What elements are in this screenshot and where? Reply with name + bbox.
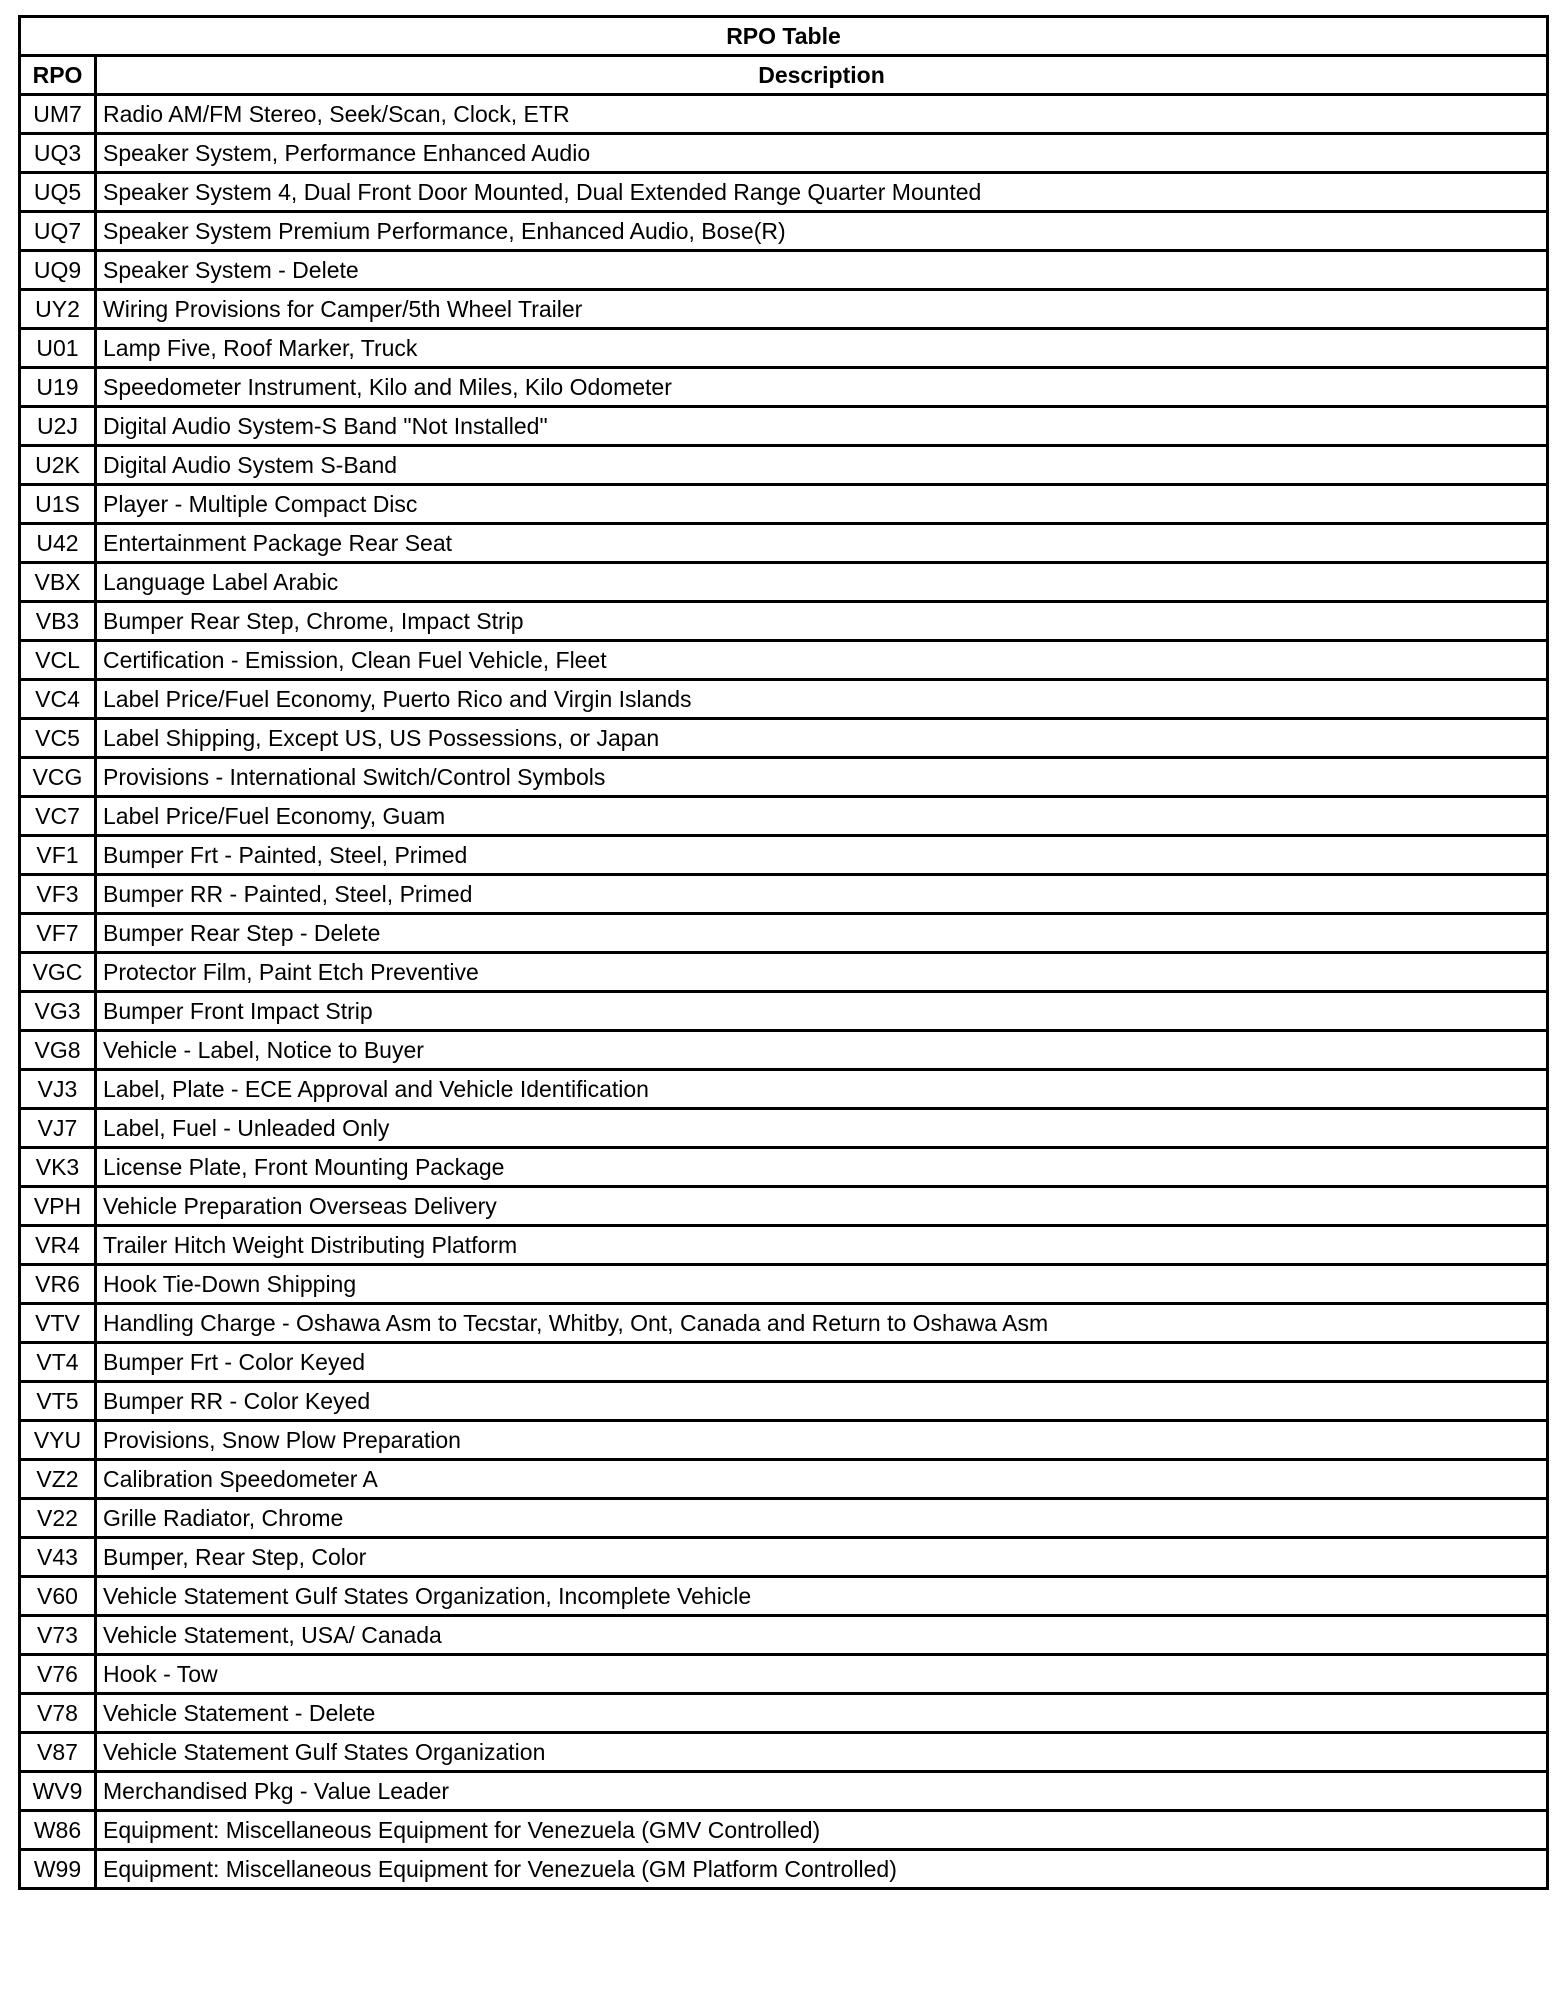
table-row: [20, 1655, 1548, 1694]
description-cell: Digital Audio System S-Band: [96, 446, 1548, 485]
rpo-code-cell: VJ3: [20, 1070, 96, 1109]
table-row: [20, 1538, 1548, 1577]
table-row: [20, 368, 1548, 407]
description-cell: Hook - Tow: [96, 1655, 1548, 1694]
table-row: [20, 680, 1548, 719]
rpo-table: [18, 15, 1549, 1890]
rpo-code-cell: UQ9: [20, 251, 96, 290]
table-row: [20, 1148, 1548, 1187]
rpo-code-cell: VZ2: [20, 1460, 96, 1499]
table-row: [20, 95, 1548, 134]
rpo-code-cell: VF7: [20, 914, 96, 953]
rpo-code-cell: VB3: [20, 602, 96, 641]
rpo-code-cell: WV9: [20, 1772, 96, 1811]
table-title: RPO Table: [20, 17, 1548, 56]
description-cell: Vehicle Statement Gulf States Organization, Incomplete Vehicle: [96, 1577, 1548, 1616]
table-row: [20, 1031, 1548, 1070]
rpo-code-cell: UQ3: [20, 134, 96, 173]
table-row: [20, 1811, 1548, 1850]
description-cell: Wiring Provisions for Camper/5th Wheel Trailer: [96, 290, 1548, 329]
table-row: [20, 524, 1548, 563]
table-row: [20, 875, 1548, 914]
rpo-code-cell: UY2: [20, 290, 96, 329]
table-body: [20, 95, 1548, 1889]
rpo-code-cell: VCG: [20, 758, 96, 797]
rpo-code-cell: V43: [20, 1538, 96, 1577]
rpo-code-cell: VR6: [20, 1265, 96, 1304]
table-row: [20, 719, 1548, 758]
table-row: [20, 953, 1548, 992]
table-row: [20, 1850, 1548, 1889]
description-cell: Label, Fuel - Unleaded Only: [96, 1109, 1548, 1148]
rpo-code-cell: VK3: [20, 1148, 96, 1187]
rpo-code-cell: VPH: [20, 1187, 96, 1226]
rpo-code-cell: U42: [20, 524, 96, 563]
table-row: [20, 407, 1548, 446]
rpo-code-cell: UQ7: [20, 212, 96, 251]
rpo-code-cell: V87: [20, 1733, 96, 1772]
table-row: [20, 1616, 1548, 1655]
table-row: [20, 1070, 1548, 1109]
table-row: [20, 602, 1548, 641]
table-row: [20, 758, 1548, 797]
rpo-code-cell: V73: [20, 1616, 96, 1655]
description-cell: Vehicle Statement, USA/ Canada: [96, 1616, 1548, 1655]
table-row: [20, 212, 1548, 251]
rpo-code-cell: VF3: [20, 875, 96, 914]
table-title-row: [20, 17, 1548, 56]
table-row: [20, 1460, 1548, 1499]
table-header-row: [20, 56, 1548, 95]
rpo-code-cell: VT4: [20, 1343, 96, 1382]
table-row: [20, 1304, 1548, 1343]
description-cell: Label Price/Fuel Economy, Guam: [96, 797, 1548, 836]
rpo-code-cell: VG3: [20, 992, 96, 1031]
rpo-code-cell: W86: [20, 1811, 96, 1850]
description-cell: Bumper Front Impact Strip: [96, 992, 1548, 1031]
rpo-code-cell: V60: [20, 1577, 96, 1616]
rpo-code-cell: VBX: [20, 563, 96, 602]
description-cell: Speaker System 4, Dual Front Door Mounted, Dual Extended Range Quarter Mounted: [96, 173, 1548, 212]
description-cell: Merchandised Pkg - Value Leader: [96, 1772, 1548, 1811]
description-cell: Speaker System Premium Performance, Enhanced Audio, Bose(R): [96, 212, 1548, 251]
description-cell: Handling Charge - Oshawa Asm to Tecstar, Whitby, Ont, Canada and Return to Oshawa Asm: [96, 1304, 1548, 1343]
rpo-code-cell: VGC: [20, 953, 96, 992]
rpo-code-cell: UQ5: [20, 173, 96, 212]
rpo-code-cell: VJ7: [20, 1109, 96, 1148]
rpo-code-cell: VC7: [20, 797, 96, 836]
rpo-code-cell: VCL: [20, 641, 96, 680]
rpo-code-cell: VG8: [20, 1031, 96, 1070]
table-row: [20, 1733, 1548, 1772]
description-cell: Vehicle Statement Gulf States Organization: [96, 1733, 1548, 1772]
rpo-code-cell: VTV: [20, 1304, 96, 1343]
rpo-code-cell: U1S: [20, 485, 96, 524]
rpo-code-cell: V78: [20, 1694, 96, 1733]
table-row: [20, 1382, 1548, 1421]
description-cell: Provisions, Snow Plow Preparation: [96, 1421, 1548, 1460]
description-cell: Hook Tie-Down Shipping: [96, 1265, 1548, 1304]
rpo-code-cell: U2K: [20, 446, 96, 485]
table-row: [20, 1343, 1548, 1382]
description-cell: Bumper Frt - Painted, Steel, Primed: [96, 836, 1548, 875]
rpo-code-cell: V76: [20, 1655, 96, 1694]
description-cell: Speaker System - Delete: [96, 251, 1548, 290]
description-cell: Radio AM/FM Stereo, Seek/Scan, Clock, ETR: [96, 95, 1548, 134]
description-cell: Provisions - International Switch/Control Symbols: [96, 758, 1548, 797]
table-row: [20, 290, 1548, 329]
description-cell: Grille Radiator, Chrome: [96, 1499, 1548, 1538]
description-cell: Speaker System, Performance Enhanced Audio: [96, 134, 1548, 173]
description-cell: Bumper, Rear Step, Color: [96, 1538, 1548, 1577]
description-cell: Trailer Hitch Weight Distributing Platform: [96, 1226, 1548, 1265]
description-cell: Lamp Five, Roof Marker, Truck: [96, 329, 1548, 368]
table-row: [20, 1499, 1548, 1538]
description-cell: Entertainment Package Rear Seat: [96, 524, 1548, 563]
table-row: [20, 992, 1548, 1031]
table-row: [20, 251, 1548, 290]
rpo-code-cell: VYU: [20, 1421, 96, 1460]
description-cell: Vehicle - Label, Notice to Buyer: [96, 1031, 1548, 1070]
description-cell: Calibration Speedometer A: [96, 1460, 1548, 1499]
description-cell: Label, Plate - ECE Approval and Vehicle Identification: [96, 1070, 1548, 1109]
table-row: [20, 836, 1548, 875]
table-row: [20, 563, 1548, 602]
rpo-code-cell: VC5: [20, 719, 96, 758]
table-row: [20, 1265, 1548, 1304]
description-cell: Label Price/Fuel Economy, Puerto Rico and Virgin Islands: [96, 680, 1548, 719]
description-cell: Bumper Frt - Color Keyed: [96, 1343, 1548, 1382]
table-row: [20, 485, 1548, 524]
rpo-code-cell: W99: [20, 1850, 96, 1889]
table-row: [20, 329, 1548, 368]
description-cell: Bumper Rear Step, Chrome, Impact Strip: [96, 602, 1548, 641]
rpo-code-cell: U01: [20, 329, 96, 368]
description-cell: Vehicle Preparation Overseas Delivery: [96, 1187, 1548, 1226]
description-cell: Label Shipping, Except US, US Possessions, or Japan: [96, 719, 1548, 758]
rpo-code-cell: U19: [20, 368, 96, 407]
description-cell: Equipment: Miscellaneous Equipment for Venezuela (GMV Controlled): [96, 1811, 1548, 1850]
description-cell: Bumper RR - Painted, Steel, Primed: [96, 875, 1548, 914]
table-row: [20, 1421, 1548, 1460]
table-row: [20, 1772, 1548, 1811]
table-row: [20, 914, 1548, 953]
description-cell: Bumper RR - Color Keyed: [96, 1382, 1548, 1421]
table-row: [20, 797, 1548, 836]
description-column-header: Description: [96, 56, 1548, 95]
table-row: [20, 1694, 1548, 1733]
rpo-code-cell: VR4: [20, 1226, 96, 1265]
table-row: [20, 641, 1548, 680]
table-row: [20, 134, 1548, 173]
description-cell: Language Label Arabic: [96, 563, 1548, 602]
rpo-code-cell: UM7: [20, 95, 96, 134]
description-cell: Digital Audio System-S Band "Not Installed": [96, 407, 1548, 446]
rpo-code-cell: VC4: [20, 680, 96, 719]
rpo-code-cell: VT5: [20, 1382, 96, 1421]
table-row: [20, 1226, 1548, 1265]
rpo-code-cell: V22: [20, 1499, 96, 1538]
description-cell: Vehicle Statement - Delete: [96, 1694, 1548, 1733]
description-cell: Speedometer Instrument, Kilo and Miles, Kilo Odometer: [96, 368, 1548, 407]
description-cell: Equipment: Miscellaneous Equipment for Venezuela (GM Platform Controlled): [96, 1850, 1548, 1889]
description-cell: Protector Film, Paint Etch Preventive: [96, 953, 1548, 992]
description-cell: Bumper Rear Step - Delete: [96, 914, 1548, 953]
table-row: [20, 173, 1548, 212]
table-row: [20, 1187, 1548, 1226]
description-cell: Certification - Emission, Clean Fuel Vehicle, Fleet: [96, 641, 1548, 680]
table-row: [20, 1109, 1548, 1148]
rpo-code-cell: U2J: [20, 407, 96, 446]
description-cell: License Plate, Front Mounting Package: [96, 1148, 1548, 1187]
table-row: [20, 1577, 1548, 1616]
rpo-code-cell: VF1: [20, 836, 96, 875]
rpo-column-header: RPO: [20, 56, 96, 95]
description-cell: Player - Multiple Compact Disc: [96, 485, 1548, 524]
table-row: [20, 446, 1548, 485]
